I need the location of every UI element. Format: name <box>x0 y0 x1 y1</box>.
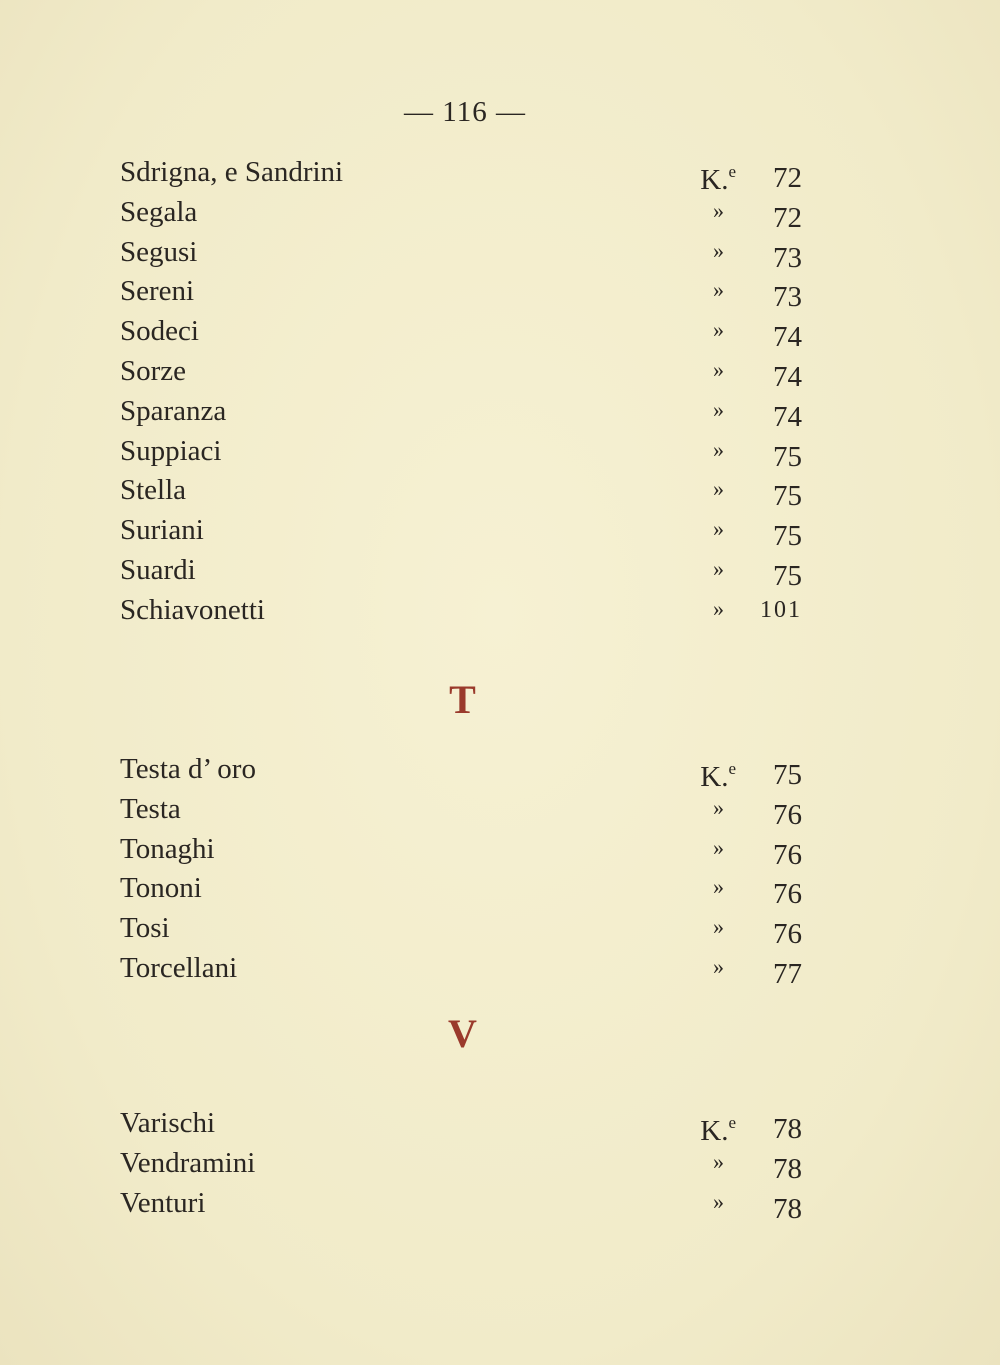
index-entry <box>120 192 810 232</box>
entry-page-number: 78 <box>773 1113 802 1145</box>
index-entry <box>120 749 810 793</box>
entry-page-number: 101 <box>760 596 802 623</box>
index-section-t <box>120 749 810 988</box>
entry-page-number: 77 <box>773 957 802 990</box>
entry-page-number: 75 <box>773 559 802 592</box>
index-entry <box>120 789 810 829</box>
entry-page-number: 78 <box>773 1152 802 1185</box>
entry-name: Vendramini <box>120 1146 256 1179</box>
entry-page-number: 76 <box>773 918 802 951</box>
entry-prefix-superscript: e <box>728 759 736 778</box>
ditto-mark: » <box>713 953 724 979</box>
ditto-mark: » <box>713 317 724 343</box>
index-entry <box>120 271 810 314</box>
entry-page-number: 72 <box>773 162 802 194</box>
entry-page-number: 76 <box>773 878 802 911</box>
section-heading-t: T <box>449 677 476 722</box>
entry-page-number: 74 <box>773 321 802 354</box>
index-entry <box>120 868 810 911</box>
entry-name: Sdrigna, e Sandrini <box>120 156 344 188</box>
index-entry <box>120 829 810 869</box>
ditto-mark: » <box>713 237 724 263</box>
entry-page-number: 74 <box>773 360 802 393</box>
entry-name: Segala <box>120 195 198 228</box>
entry-page-number: 75 <box>773 520 802 553</box>
entry-prefix-text: K. <box>700 164 729 196</box>
index-entry <box>120 1103 810 1147</box>
entry-page-number: 73 <box>773 241 802 274</box>
index-entry <box>120 1183 810 1223</box>
entry-page-number: 75 <box>773 440 802 473</box>
index-entry <box>120 510 810 553</box>
ditto-mark: » <box>713 1148 724 1174</box>
entry-page-number: 75 <box>773 759 802 791</box>
index-entry <box>120 391 810 431</box>
ditto-mark: » <box>713 595 724 621</box>
entry-page-number: 74 <box>773 400 802 433</box>
ditto-mark: » <box>713 1188 724 1214</box>
ditto-mark: » <box>713 356 724 382</box>
index-entry <box>120 590 810 630</box>
entry-prefix-superscript: e <box>728 1113 736 1132</box>
ditto-mark: » <box>713 516 724 542</box>
entry-name: Stella <box>120 474 187 507</box>
entry-name: Tosi <box>120 912 170 945</box>
index-section-s <box>120 152 810 630</box>
entry-page-number: 73 <box>773 281 802 314</box>
index-entry <box>120 431 810 471</box>
entry-name: Torcellani <box>120 951 238 984</box>
entry-page-number: 72 <box>773 201 802 234</box>
index-entry <box>120 948 810 988</box>
entry-name: Sparanza <box>120 394 227 427</box>
index-entry <box>120 550 810 590</box>
ditto-mark: » <box>713 197 724 223</box>
index-entry <box>120 152 810 196</box>
index-entry <box>120 1143 810 1183</box>
ditto-mark: » <box>713 277 724 303</box>
index-entry <box>120 470 810 513</box>
ditto-mark: » <box>713 914 724 940</box>
ditto-mark: » <box>713 436 724 462</box>
entry-page-number: 75 <box>773 480 802 513</box>
entry-page-number: 78 <box>773 1192 802 1225</box>
index-entry <box>120 351 810 391</box>
ditto-mark: » <box>713 476 724 502</box>
entry-name: Suardi <box>120 553 196 586</box>
entry-name: Tononi <box>120 872 202 905</box>
entry-name: Suppiaci <box>120 434 222 467</box>
entry-name: Suriani <box>120 514 204 547</box>
entry-name: Schiavonetti <box>120 593 265 626</box>
entry-name: Varischi <box>120 1107 216 1139</box>
entry-page-number: 76 <box>773 798 802 831</box>
entry-page-number: 76 <box>773 838 802 871</box>
ditto-mark: » <box>713 834 724 860</box>
entry-name: Sorze <box>120 354 187 387</box>
index-entry <box>120 311 810 354</box>
entry-prefix-text: K. <box>700 761 729 793</box>
entry-name: Sereni <box>120 275 195 308</box>
index-entry <box>120 232 810 272</box>
page-number: — 116 — <box>404 96 526 128</box>
ditto-mark: » <box>713 396 724 422</box>
ditto-mark: » <box>713 874 724 900</box>
entry-prefix-text: K. <box>700 1115 729 1147</box>
index-entry <box>120 908 810 951</box>
ditto-mark: » <box>713 794 724 820</box>
entry-name: Venturi <box>120 1186 206 1219</box>
ditto-mark: » <box>713 555 724 581</box>
section-heading-v: V <box>448 1011 477 1056</box>
entry-name: Segusi <box>120 235 198 268</box>
entry-prefix-superscript: e <box>728 162 736 181</box>
entry-name: Testa d’ oro <box>120 753 256 785</box>
entry-name: Tonaghi <box>120 832 215 865</box>
entry-name: Testa <box>120 792 181 825</box>
index-section-v <box>120 1103 810 1225</box>
entry-name: Sodeci <box>120 315 199 348</box>
